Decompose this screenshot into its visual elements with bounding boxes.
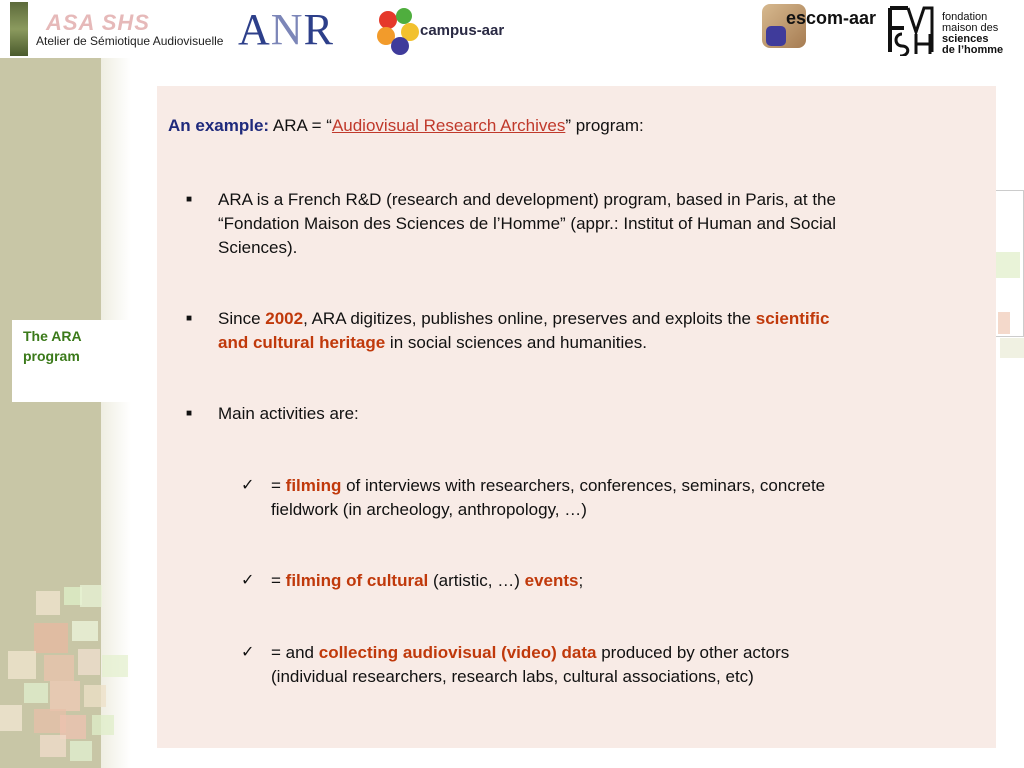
bullet-item (186, 402, 359, 426)
section-label: The ARA program (23, 328, 82, 364)
anr-a: A (238, 5, 271, 54)
campus-aar-logo (374, 6, 505, 58)
mosaic-decoration (0, 585, 135, 768)
anr-n: N (270, 5, 304, 54)
activity-item (241, 641, 790, 689)
bullet-square-icon: ■ (186, 313, 193, 324)
activity-line (271, 569, 583, 593)
asa-shs-title: ASA SHS (46, 10, 150, 35)
checkmark-icon: ✓ (241, 572, 255, 589)
activity-line (271, 474, 825, 498)
intro-post: ” program: (565, 116, 644, 135)
fmsh-logo (886, 4, 1016, 60)
text-run: = (271, 476, 286, 495)
bullet-square-icon: ■ (186, 408, 193, 419)
text-run: in social sciences and humanities. (385, 333, 647, 352)
asa-shs-logo (0, 0, 228, 58)
text-run: Since (218, 309, 266, 328)
bullet-item (186, 188, 836, 260)
bullet-line: ARA is a French R&D (research and development) program, based in Paris, at the (218, 190, 836, 209)
bullet-line (218, 331, 829, 355)
escom-aar-logo (762, 4, 877, 56)
text-run: of interviews with researchers, conferences, seminars, concrete (341, 476, 826, 495)
activity-highlight: events (524, 571, 579, 590)
logo-photo-strip (10, 2, 28, 56)
text-run: , ARA digitizes, publishes online, preserves and exploits the (303, 309, 756, 328)
activity-item (241, 569, 584, 593)
fmsh-line-2: maison des (942, 22, 999, 34)
intro-lead: An example: (168, 116, 270, 135)
intro-line (168, 114, 644, 138)
ara-link[interactable]: Audiovisual Research Archives (331, 116, 566, 135)
activity-highlight: filming of cultural (285, 571, 429, 590)
fmsh-line-3: sciences (942, 33, 989, 45)
asa-shs-subtitle: Atelier de Sémiotique Audiovisuelle (36, 34, 224, 48)
campus-aar-icon (374, 6, 422, 58)
checkmark-icon: ✓ (241, 477, 255, 494)
bullet-line (218, 307, 829, 331)
bullet-line: Main activities are: (218, 404, 359, 423)
text-run: = and (271, 643, 319, 662)
fmsh-line-1: fondation (942, 11, 988, 23)
activity-item (241, 474, 826, 522)
bullet-item (186, 307, 830, 355)
anr-logo (238, 4, 334, 55)
text-run: = (271, 571, 286, 590)
bullet-square-icon: ■ (186, 194, 193, 205)
bullet-line: “Fondation Maison des Sciences de l’Homme” (appr.: Institut of Human and Social (218, 214, 836, 233)
fmsh-line-4: de l’homme (942, 44, 1004, 56)
anr-r: R (303, 5, 334, 54)
text-run: ; (578, 571, 584, 590)
escom-aar-square (766, 26, 786, 46)
activity-line: (individual researchers, research labs, cultural associations, etc) (271, 667, 754, 686)
heritage-highlight: scientific (755, 309, 830, 328)
activity-line (271, 641, 789, 665)
text-run: produced by other actors (596, 643, 790, 662)
right-tile (998, 312, 1010, 334)
activity-highlight: filming (285, 476, 342, 495)
escom-aar-text: escom-aar (786, 8, 877, 28)
text-run: (artistic, …) (428, 571, 525, 590)
checkmark-icon: ✓ (241, 644, 255, 661)
campus-aar-text: campus-aar (420, 22, 505, 39)
activity-line: fieldwork (in archeology, anthropology, …) (271, 500, 587, 519)
year-highlight: 2002 (265, 309, 304, 328)
heritage-highlight: and cultural heritage (218, 333, 386, 352)
right-tile (996, 252, 1020, 278)
right-tile (1000, 338, 1024, 358)
activity-highlight: collecting audiovisual (video) data (318, 643, 597, 662)
bullet-line: Sciences). (218, 238, 298, 257)
fmsh-monogram-icon (886, 4, 938, 56)
intro-pre: ARA = “ (269, 116, 332, 135)
